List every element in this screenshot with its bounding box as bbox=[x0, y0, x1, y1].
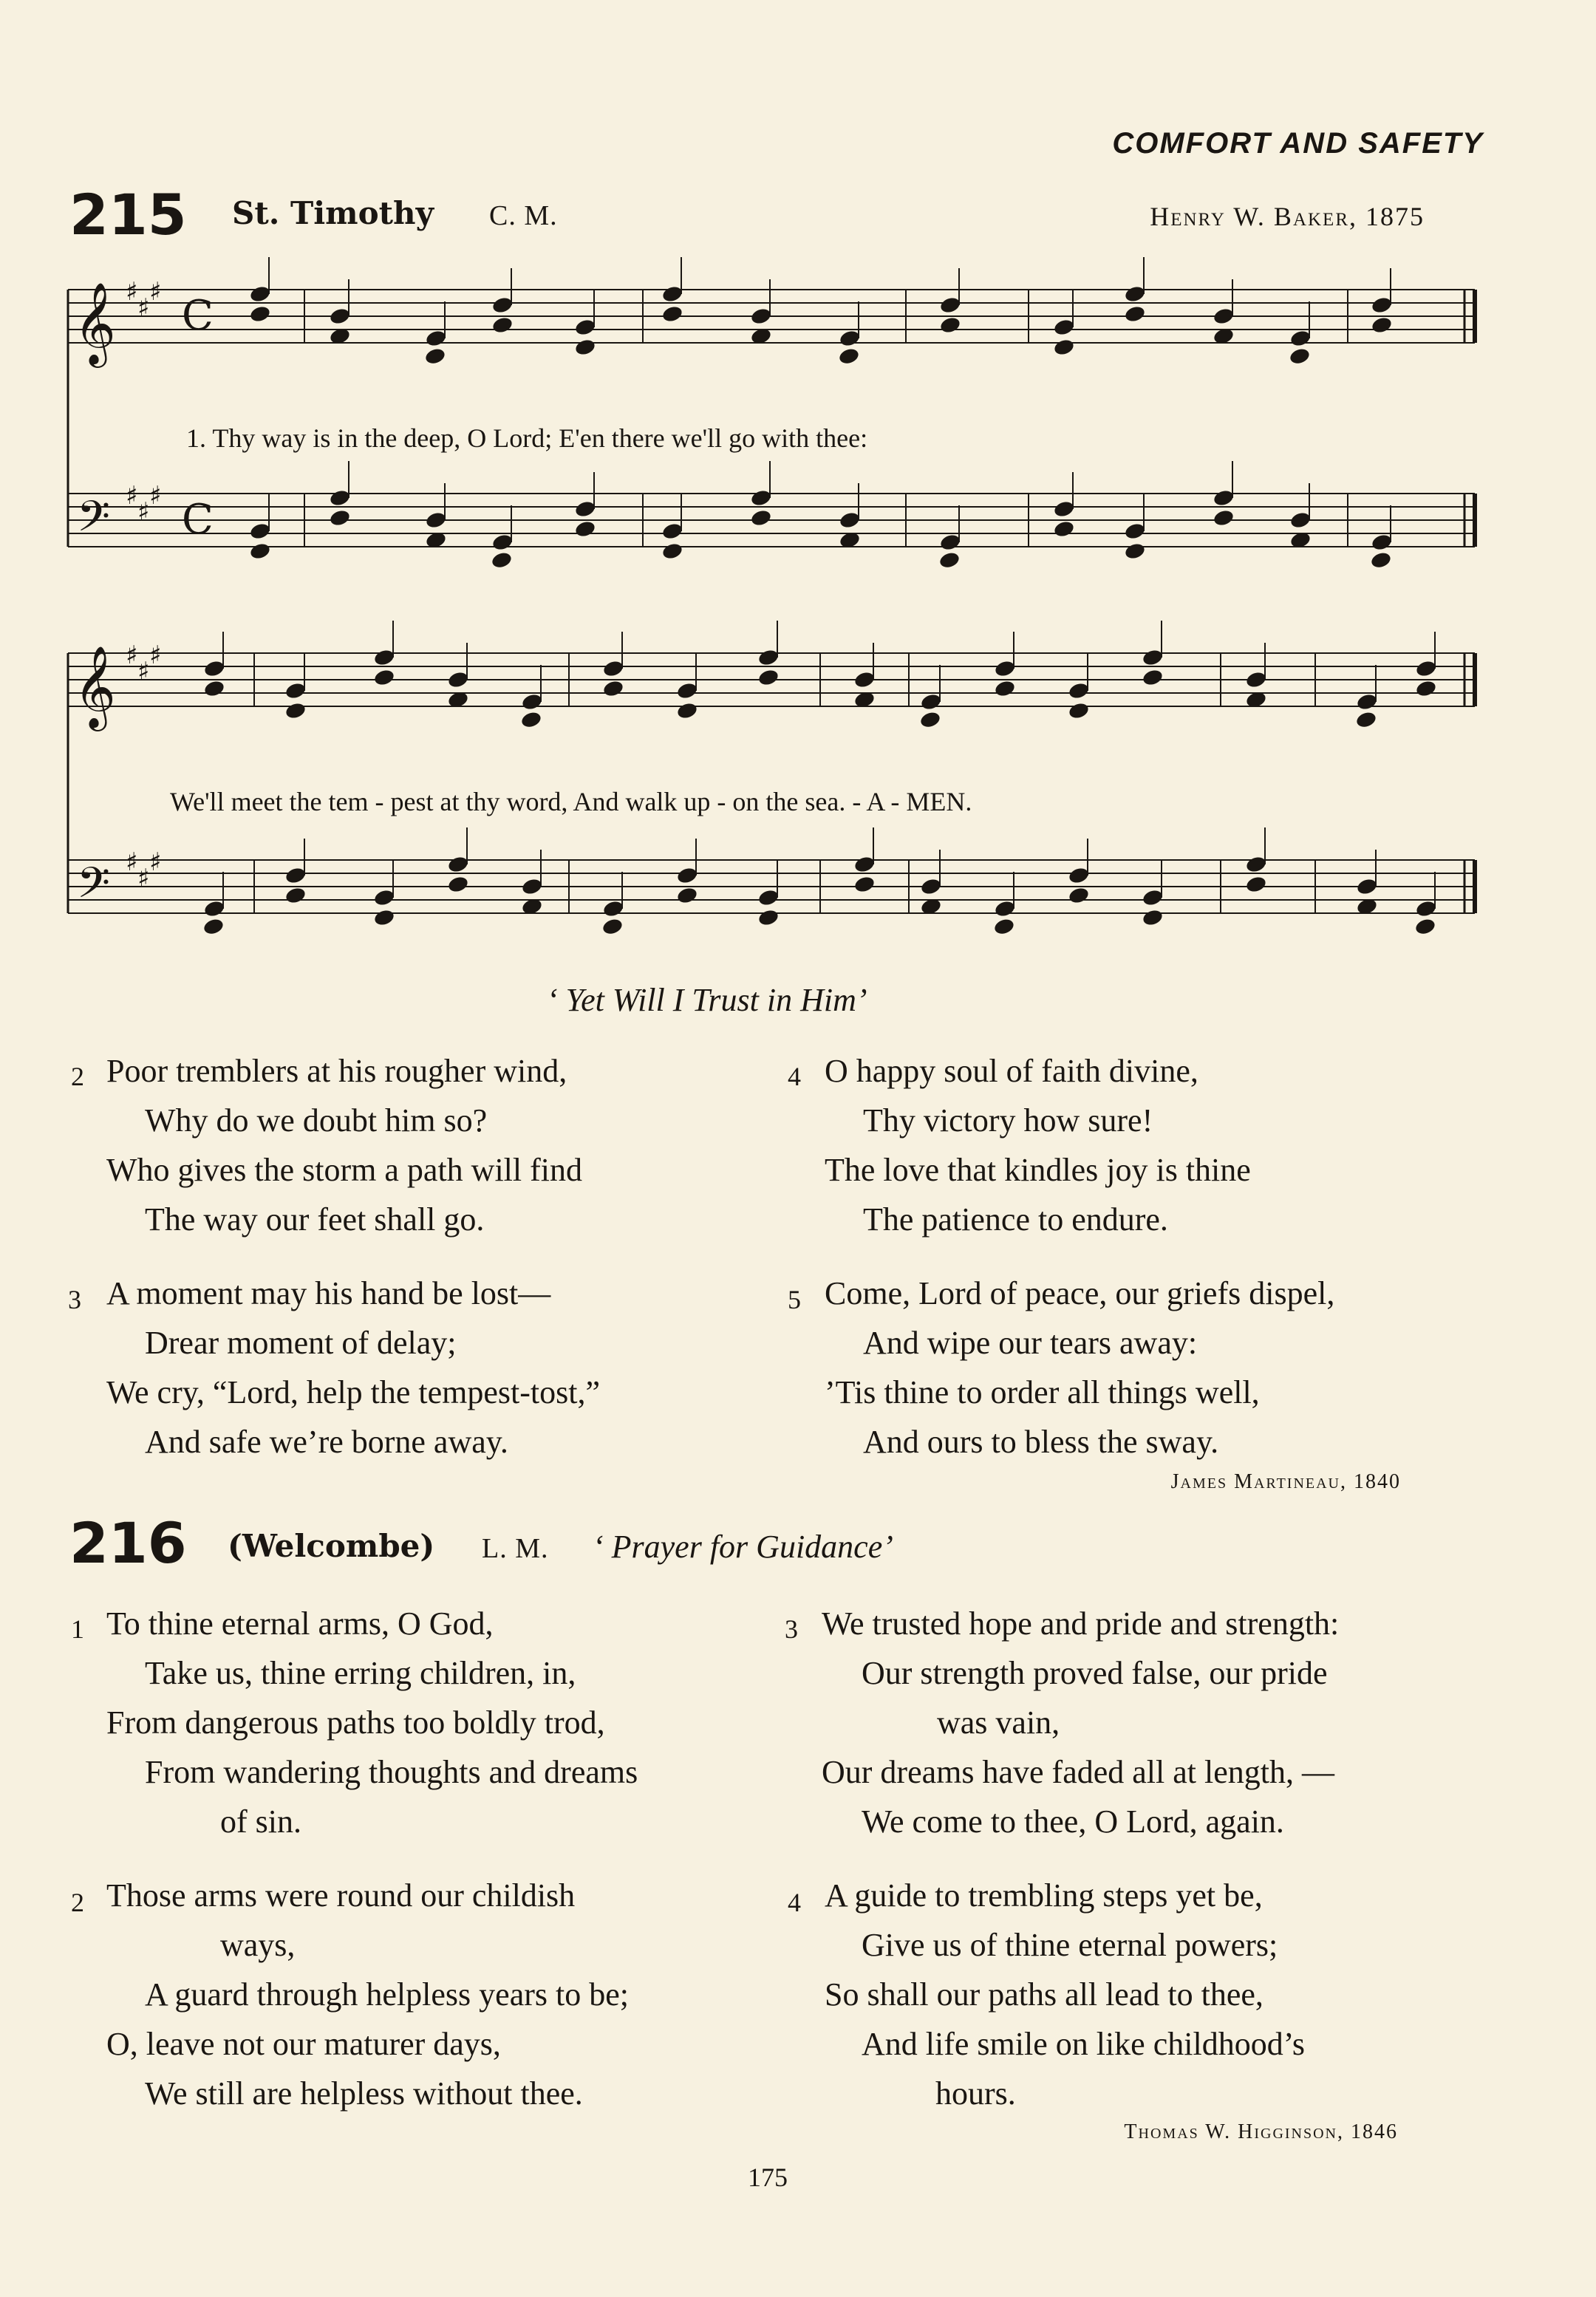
verse-line: O happy soul of faith divine, bbox=[825, 1053, 1198, 1089]
verse-line: Come, Lord of peace, our griefs dispel, bbox=[825, 1275, 1335, 1311]
verse-number: 2 bbox=[71, 1062, 84, 1091]
notehead bbox=[491, 315, 514, 335]
verse-number: 3 bbox=[68, 1285, 81, 1314]
notehead bbox=[1371, 296, 1394, 315]
notehead bbox=[750, 307, 773, 326]
verse-line: Those arms were round our childish bbox=[106, 1877, 576, 1914]
verse-line: A guard through helpless years to be; bbox=[145, 1976, 629, 2013]
notehead bbox=[1213, 508, 1235, 528]
notehead bbox=[1370, 550, 1393, 570]
hymn-215-tune: St. Timothy bbox=[232, 195, 434, 231]
verse-line: Poor tremblers at his rougher wind, bbox=[106, 1053, 567, 1089]
notehead bbox=[853, 875, 876, 894]
notehead bbox=[521, 877, 544, 896]
hymn-216-verses bbox=[0, 1599, 1596, 2146]
sharp-icon: ♯ bbox=[137, 657, 150, 686]
notehead bbox=[329, 508, 352, 528]
verse-line: was vain, bbox=[937, 1704, 1060, 1741]
notehead bbox=[661, 522, 684, 541]
verse-line: A moment may his hand be lost— bbox=[106, 1275, 551, 1311]
notehead bbox=[373, 908, 396, 927]
notehead bbox=[1415, 679, 1438, 698]
sharp-icon: ♯ bbox=[149, 641, 162, 670]
verse-line: O, leave not our maturer days, bbox=[106, 2026, 501, 2062]
hymn-216-meter: L. M. bbox=[482, 1533, 549, 1564]
notehead bbox=[838, 347, 861, 366]
notehead bbox=[373, 648, 396, 667]
notehead bbox=[853, 855, 876, 874]
notehead bbox=[757, 908, 780, 927]
notehead bbox=[249, 542, 272, 561]
notehead bbox=[939, 296, 962, 315]
verse-number: 1 bbox=[71, 1614, 84, 1644]
notehead bbox=[424, 347, 447, 366]
verse-line: The way our feet shall go. bbox=[145, 1201, 485, 1238]
notehead bbox=[491, 296, 514, 315]
notehead bbox=[676, 866, 699, 885]
verse-line: Thy victory how sure! bbox=[863, 1102, 1153, 1139]
notehead bbox=[1289, 347, 1312, 366]
notehead bbox=[1142, 908, 1164, 927]
notehead bbox=[447, 670, 470, 689]
notehead bbox=[373, 668, 396, 687]
page-number: 175 bbox=[748, 2163, 788, 2192]
verse-line: We still are helpless without thee. bbox=[145, 2075, 583, 2112]
verse-number: 5 bbox=[788, 1285, 801, 1314]
notehead bbox=[676, 886, 699, 905]
notehead bbox=[202, 917, 225, 936]
notehead bbox=[1124, 542, 1147, 561]
sharp-icon: ♯ bbox=[149, 277, 162, 307]
notehead bbox=[1053, 318, 1076, 337]
sharp-icon: ♯ bbox=[137, 864, 150, 893]
notehead bbox=[939, 533, 962, 552]
verse-line: Our strength proved false, our pride bbox=[862, 1655, 1328, 1691]
verse-line: Give us of thine eternal powers; bbox=[862, 1927, 1278, 1963]
sharp-icon: ♯ bbox=[137, 497, 150, 527]
notehead bbox=[1414, 917, 1437, 936]
verse-line: And ours to bless the sway. bbox=[863, 1424, 1219, 1460]
notehead bbox=[750, 488, 773, 508]
notehead bbox=[203, 899, 226, 918]
notehead bbox=[994, 659, 1017, 678]
lyric-line-2: We'll meet the tem - pest at thy word, And walk up - on the sea. - A - MEN. bbox=[170, 787, 972, 816]
verse-line: hours. bbox=[935, 2075, 1016, 2112]
notehead bbox=[1289, 511, 1312, 530]
notehead bbox=[919, 710, 942, 729]
verse-line: To thine eternal arms, O God, bbox=[106, 1605, 494, 1642]
notehead bbox=[249, 522, 272, 541]
clef-icon: 𝄞 bbox=[74, 281, 116, 364]
notehead bbox=[676, 701, 699, 720]
verse-line: We cry, “Lord, help the tempest-tost,” bbox=[106, 1374, 601, 1410]
time-signature: C bbox=[182, 496, 214, 544]
notehead bbox=[1068, 681, 1091, 700]
notehead bbox=[521, 692, 544, 711]
sharp-icon: ♯ bbox=[149, 481, 162, 511]
notehead bbox=[425, 511, 448, 530]
hymn-216-tune: (Welcombe) bbox=[228, 1528, 435, 1564]
notehead bbox=[750, 508, 773, 528]
sharp-icon: ♯ bbox=[126, 847, 138, 877]
notehead bbox=[920, 692, 943, 711]
hymn-215-title: ‘ Yet Will I Trust in Him’ bbox=[547, 982, 867, 1018]
notehead bbox=[249, 304, 272, 324]
notehead bbox=[1356, 877, 1379, 896]
verse-number: 3 bbox=[785, 1614, 798, 1644]
notehead bbox=[1415, 899, 1438, 918]
verse-line: So shall our paths all lead to thee, bbox=[825, 1976, 1264, 2013]
notehead bbox=[1124, 522, 1147, 541]
notehead bbox=[1142, 668, 1164, 687]
hymn-215-author: Henry W. Baker, 1875 bbox=[1150, 202, 1425, 231]
notehead bbox=[601, 917, 624, 936]
time-signature: C bbox=[182, 292, 214, 340]
notehead bbox=[284, 681, 307, 700]
notehead bbox=[1355, 710, 1378, 729]
clef-icon: 𝄢 bbox=[77, 491, 111, 552]
notehead bbox=[1245, 875, 1268, 894]
notehead bbox=[203, 679, 226, 698]
verse-number: 2 bbox=[71, 1888, 84, 1917]
notehead bbox=[661, 284, 684, 304]
notehead bbox=[491, 550, 514, 570]
verse-line: And safe we’re borne away. bbox=[145, 1424, 508, 1460]
notehead bbox=[1356, 692, 1379, 711]
notehead bbox=[938, 550, 961, 570]
notehead bbox=[329, 488, 352, 508]
notehead bbox=[373, 888, 396, 907]
lyric-line-1: 1. Thy way is in the deep, O Lord; E'en there we'll go with thee: bbox=[186, 423, 868, 453]
sharp-icon: ♯ bbox=[126, 481, 138, 511]
music-score bbox=[0, 0, 1596, 975]
hymn-216-number: 216 bbox=[69, 1510, 187, 1576]
notehead bbox=[1053, 519, 1076, 539]
notehead bbox=[1142, 888, 1164, 907]
notehead bbox=[661, 542, 684, 561]
notehead bbox=[920, 877, 943, 896]
notehead bbox=[757, 888, 780, 907]
notehead bbox=[1371, 315, 1394, 335]
verse-line: And wipe our tears away: bbox=[863, 1325, 1198, 1361]
notehead bbox=[1289, 329, 1312, 348]
notehead bbox=[1213, 307, 1235, 326]
notehead bbox=[329, 307, 352, 326]
notehead bbox=[993, 917, 1016, 936]
notehead bbox=[491, 533, 514, 552]
hymn-215-verses bbox=[0, 1046, 1596, 1475]
notehead bbox=[602, 659, 625, 678]
notehead bbox=[839, 511, 862, 530]
sharp-icon: ♯ bbox=[149, 847, 162, 877]
notehead bbox=[284, 701, 307, 720]
verse-line: of sin. bbox=[220, 1803, 301, 1840]
sharp-icon: ♯ bbox=[126, 641, 138, 670]
verse-line: Who gives the storm a path will find bbox=[106, 1152, 582, 1188]
notehead bbox=[574, 499, 597, 519]
notehead bbox=[520, 710, 543, 729]
verse-line: Take us, thine erring children, in, bbox=[145, 1655, 576, 1691]
verse-line: The love that kindles joy is thine bbox=[825, 1152, 1251, 1188]
hymn-215-meter: C. M. bbox=[489, 200, 558, 231]
verse-line: And life smile on like childhood’s bbox=[862, 2026, 1306, 2062]
notehead bbox=[574, 318, 597, 337]
verse-line: We trusted hope and pride and strength: bbox=[822, 1605, 1340, 1642]
hymn-215-number: 215 bbox=[69, 182, 187, 248]
notehead bbox=[249, 284, 272, 304]
notehead bbox=[839, 329, 862, 348]
notehead bbox=[284, 886, 307, 905]
notehead bbox=[1068, 886, 1091, 905]
notehead bbox=[1068, 866, 1091, 885]
verse-line: Why do we doubt him so? bbox=[145, 1102, 488, 1139]
verse-line: ways, bbox=[220, 1927, 296, 1963]
notehead bbox=[1124, 304, 1147, 324]
verse-line: We come to thee, O Lord, again. bbox=[862, 1803, 1284, 1840]
notehead bbox=[939, 315, 962, 335]
notehead bbox=[284, 866, 307, 885]
notehead bbox=[574, 338, 597, 357]
notehead bbox=[676, 681, 699, 700]
notehead bbox=[1124, 284, 1147, 304]
notehead bbox=[1068, 701, 1091, 720]
notehead bbox=[203, 659, 226, 678]
notehead bbox=[757, 648, 780, 667]
verse-line: Our dreams have faded all at length, — bbox=[822, 1754, 1334, 1790]
verse-line: From dangerous paths too boldly trod, bbox=[106, 1704, 605, 1741]
verse-line: A guide to trembling steps yet be, bbox=[825, 1877, 1263, 1914]
notehead bbox=[1415, 659, 1438, 678]
verse-line: ’Tis thine to order all things well, bbox=[825, 1374, 1260, 1410]
notehead bbox=[447, 855, 470, 874]
verse-line: From wandering thoughts and dreams bbox=[145, 1754, 638, 1790]
notehead bbox=[1213, 488, 1235, 508]
notehead bbox=[602, 679, 625, 698]
notehead bbox=[447, 875, 470, 894]
hymn-215-credit: James Martineau, 1840 bbox=[1170, 1470, 1401, 1493]
notehead bbox=[1245, 670, 1268, 689]
notehead bbox=[574, 519, 597, 539]
notehead bbox=[1142, 648, 1164, 667]
sharp-icon: ♯ bbox=[137, 293, 150, 323]
verse-number: 4 bbox=[788, 1062, 801, 1091]
verse-number: 4 bbox=[788, 1888, 801, 1917]
notehead bbox=[425, 329, 448, 348]
sharp-icon: ♯ bbox=[126, 277, 138, 307]
notehead bbox=[1053, 499, 1076, 519]
hymn-216-credit: Thomas W. Higginson, 1846 bbox=[1124, 2120, 1398, 2143]
verse-line: Drear moment of delay; bbox=[145, 1325, 457, 1361]
section-heading: COMFORT AND SAFETY bbox=[1112, 127, 1484, 160]
hymn-216-title: ‘ Prayer for Guidance’ bbox=[593, 1529, 893, 1565]
notehead bbox=[853, 670, 876, 689]
notehead bbox=[1245, 855, 1268, 874]
verse-line: The patience to endure. bbox=[863, 1201, 1168, 1238]
clef-icon: 𝄢 bbox=[77, 858, 111, 918]
notehead bbox=[1371, 533, 1394, 552]
notehead bbox=[1053, 338, 1076, 357]
notehead bbox=[602, 899, 625, 918]
notehead bbox=[661, 304, 684, 324]
notehead bbox=[994, 679, 1017, 698]
notehead bbox=[994, 899, 1017, 918]
clef-icon: 𝄞 bbox=[74, 645, 116, 728]
notehead bbox=[757, 668, 780, 687]
